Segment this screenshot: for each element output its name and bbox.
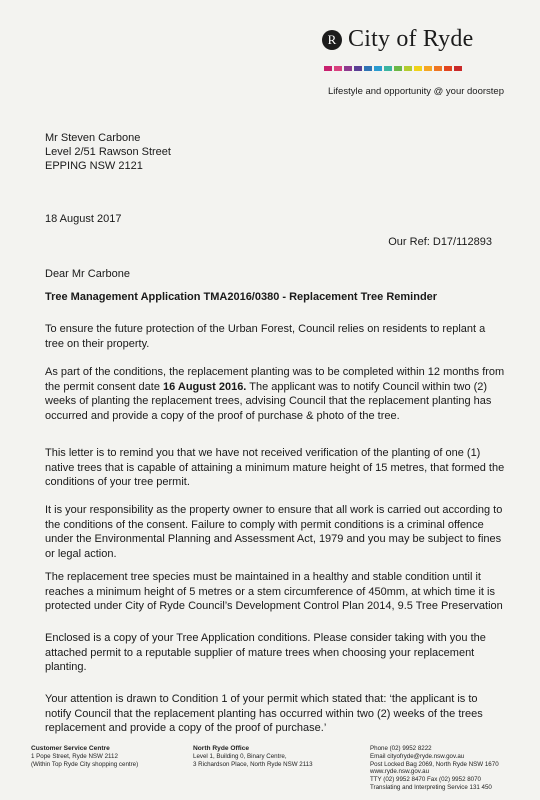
brand-color-swatch bbox=[354, 66, 362, 71]
footer-email: Email cityofryde@ryde.nsw.gov.au bbox=[370, 752, 465, 760]
paragraph-5: The replacement tree species must be maintained in a healthy and stable condition until it reaches a minimum height of 5 metres or a stem circumference of 450mm, at which time it is protected under City of Ryde Council’s Development Control Plan 2014, 9.5 Tree Preservation bbox=[45, 571, 503, 612]
brand-color-swatch bbox=[454, 66, 462, 71]
footer-phone: Phone (02) 9952 8222 bbox=[370, 745, 432, 752]
permit-consent-date: 16 August 2016. bbox=[163, 380, 247, 393]
footer-line: (Within Top Ryde City shopping centre) bbox=[31, 760, 139, 768]
brand-color-swatch bbox=[344, 66, 352, 71]
footer-heading: North Ryde Office bbox=[193, 745, 250, 752]
footer-web: www.ryde.nsw.gov.au bbox=[370, 768, 430, 776]
footer-line: 1 Pope Street, Ryde NSW 2112 bbox=[31, 752, 118, 760]
paragraph-2-text-b: The applicant was to notify Council within two (2) weeks of planting the replacement trees, advising Council that the replacement planting has occurred and provide a copy of the proof of purchase & photo of the tree. bbox=[45, 380, 492, 422]
footer-customer-service bbox=[31, 745, 138, 768]
paragraph-1: To ensure the future protection of the Urban Forest, Council relies on residents to replant a tree on their property. bbox=[45, 323, 486, 350]
footer-north-ryde-office bbox=[193, 745, 313, 768]
brand-color-bar bbox=[324, 66, 464, 71]
our-reference: Our Ref: D17/112893 bbox=[388, 236, 492, 248]
brand-color-swatch bbox=[444, 66, 452, 71]
paragraph-7: Your attention is drawn to Condition 1 of your permit which stated that: ‘the applicant is to notify Council that the replacement planting has occurred within two (2) weeks of the trees replacement and provide a copy of the proof of purchase.’ bbox=[45, 693, 483, 734]
footer-tis: Translating and Interpreting Service 131 450 bbox=[370, 783, 492, 791]
paragraph-2 bbox=[45, 365, 505, 423]
recipient-address bbox=[45, 131, 171, 173]
footer-heading: Customer Service Centre bbox=[31, 745, 110, 752]
recipient-street: Level 2/51 Rawson Street bbox=[45, 146, 171, 158]
brand-color-swatch bbox=[364, 66, 372, 71]
city-of-ryde-logo bbox=[322, 26, 473, 53]
brand-color-swatch bbox=[434, 66, 442, 71]
brand-color-swatch bbox=[404, 66, 412, 71]
footer-line: 3 Richardson Place, North Ryde NSW 2113 bbox=[193, 760, 313, 768]
org-name: City of Ryde bbox=[348, 26, 474, 52]
paragraph-4: It is your responsibility as the property owner to ensure that all work is carried out according to the conditions of the consent. Failure to comply with permit conditions is a criminal offence under the Environmental Planning and Assessment Act, 1979 and you may be subject to fines or legal action. bbox=[45, 504, 503, 560]
paragraph-3: This letter is to remind you that we have not received verification of the planting of one (1) native trees that is capable of attaining a minimum mature height of 15 metres, that formed the conditions of your tree permit. bbox=[45, 447, 505, 488]
salutation: Dear Mr Carbone bbox=[45, 268, 130, 280]
letter-date: 18 August 2017 bbox=[45, 213, 122, 225]
brand-color-swatch bbox=[394, 66, 402, 71]
logo-emblem-icon: R bbox=[322, 30, 342, 50]
brand-color-swatch bbox=[384, 66, 392, 71]
brand-color-swatch bbox=[324, 66, 332, 71]
tagline: Lifestyle and opportunity @ your doorstep bbox=[328, 86, 504, 97]
footer-line: Level 1, Building 0, Binary Centre, bbox=[193, 752, 287, 760]
brand-color-swatch bbox=[334, 66, 342, 71]
brand-color-swatch bbox=[414, 66, 422, 71]
footer-contact bbox=[370, 745, 499, 792]
footer-tty-fax: TTY (02) 9952 8470 Fax (02) 9952 8070 bbox=[370, 776, 481, 784]
brand-color-swatch bbox=[424, 66, 432, 71]
brand-color-swatch bbox=[374, 66, 382, 71]
paragraph-6: Enclosed is a copy of your Tree Application conditions. Please consider taking with you the attached permit to a reputable supplier of mature trees when choosing your replacement planting. bbox=[45, 632, 486, 673]
paragraph-2-text-a: As part of the conditions, the replacement planting was to be completed within 12 months from the permit consent date bbox=[45, 366, 505, 393]
recipient-suburb: EPPING NSW 2121 bbox=[45, 160, 143, 172]
subject-line: Tree Management Application TMA2016/0380 - Replacement Tree Reminder bbox=[45, 291, 438, 303]
recipient-name: Mr Steven Carbone bbox=[45, 132, 141, 144]
footer-post: Post Locked Bag 2069, North Ryde NSW 1670 bbox=[370, 760, 499, 768]
